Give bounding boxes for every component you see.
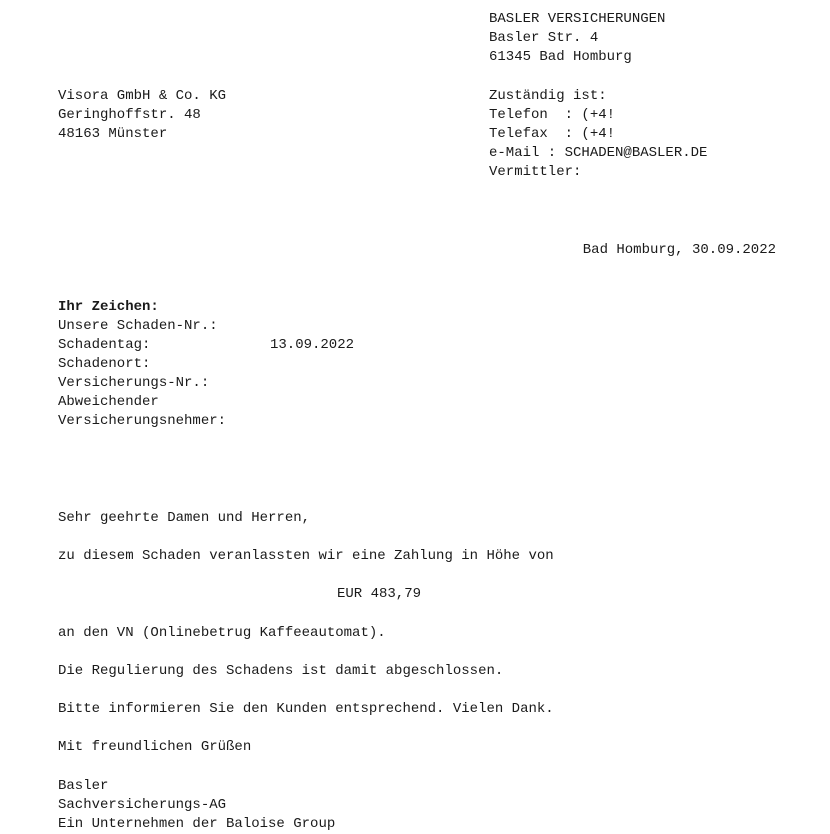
contact-responsible: Zuständig ist: [489, 88, 607, 104]
request-line: Bitte informieren Sie den Kunden entsprechend. Vielen Dank. [58, 701, 554, 717]
recipient-city: 48163 Münster [58, 126, 168, 142]
recipient-name: Visora GmbH & Co. KG [58, 88, 227, 104]
sender-company: BASLER VERSICHERUNGEN [489, 11, 666, 27]
payee-line: an den VN (Onlinebetrug Kaffeeautomat). [58, 625, 386, 641]
contact-fax: Telefax : (+4! [489, 126, 616, 142]
payment-amount: EUR 483,79 [337, 586, 422, 602]
signature-line-2: Sachversicherungs-AG [58, 797, 227, 813]
reference-heading: Ihr Zeichen: [58, 299, 159, 315]
policy-number-label: Versicherungs-Nr.: [58, 375, 210, 391]
signature-line-3: Ein Unternehmen der Baloise Group [58, 816, 336, 832]
claim-date-value: 13.09.2022 [270, 337, 355, 353]
payment-intro: zu diesem Schaden veranlassten wir eine Zahlung in Höhe von [58, 548, 554, 564]
contact-agent: Vermittler: [489, 164, 582, 180]
other-holder-label-2: Versicherungsnehmer: [58, 413, 227, 429]
closed-line: Die Regulierung des Schadens ist damit abgeschlossen. [58, 663, 504, 679]
sender-street: Basler Str. 4 [489, 30, 599, 46]
sender-city: 61345 Bad Homburg [489, 49, 632, 65]
contact-email: e-Mail : SCHADEN@BASLER.DE [489, 145, 708, 161]
claim-date-label: Schadentag: [58, 337, 151, 353]
other-holder-label-1: Abweichender [58, 394, 159, 410]
closing-line: Mit freundlichen Grüßen [58, 739, 252, 755]
place-date: Bad Homburg, 30.09.2022 [582, 242, 776, 258]
claim-place-label: Schadenort: [58, 356, 151, 372]
contact-phone: Telefon : (+4! [489, 107, 616, 123]
recipient-street: Geringhoffstr. 48 [58, 107, 201, 123]
claim-number-label: Unsere Schaden-Nr.: [58, 318, 218, 334]
salutation: Sehr geehrte Damen und Herren, [58, 510, 311, 526]
signature-line-1: Basler [58, 778, 109, 794]
